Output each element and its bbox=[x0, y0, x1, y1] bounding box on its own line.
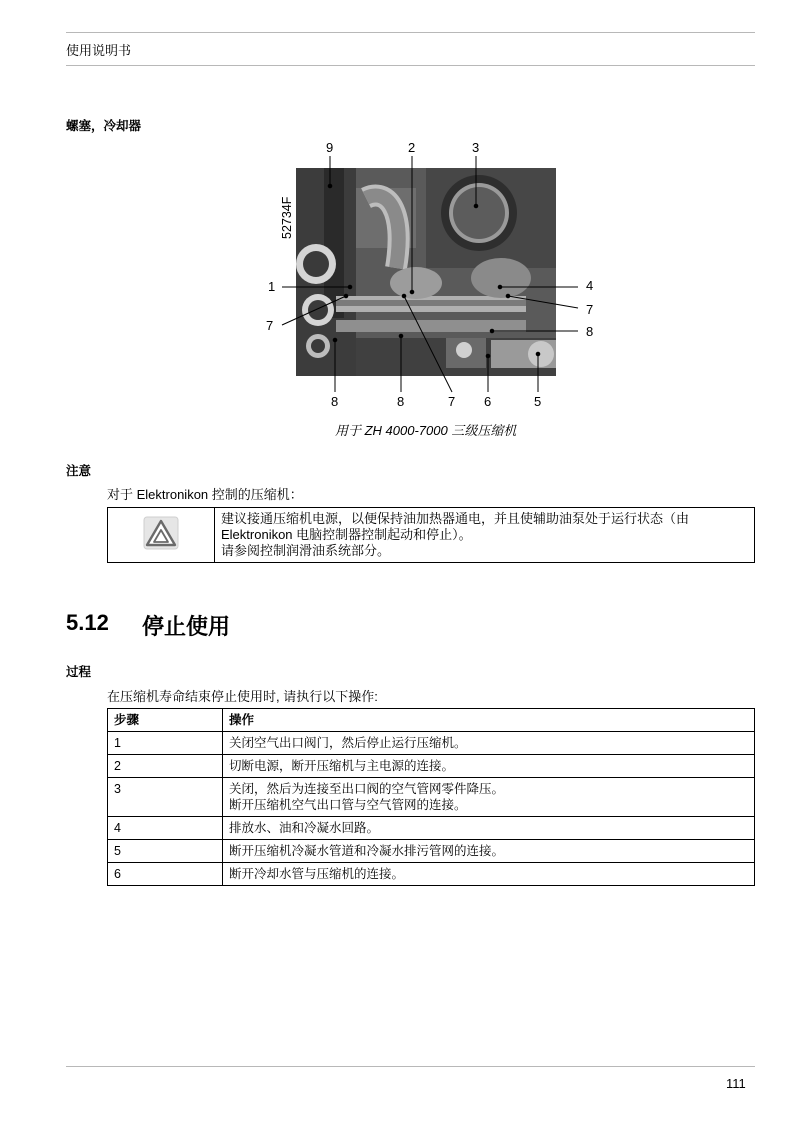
note-heading: 注意 bbox=[66, 464, 92, 478]
image-code: 52734F bbox=[280, 196, 294, 239]
callout-2: 2 bbox=[408, 140, 416, 155]
callout-7-bottom: 7 bbox=[448, 394, 456, 409]
callout-5: 5 bbox=[534, 394, 542, 409]
step-action bbox=[223, 817, 755, 840]
note-intro: 对于 Elektronikon 控制的压缩机： bbox=[107, 487, 303, 502]
step-number: 2 bbox=[108, 755, 223, 778]
step-action bbox=[223, 778, 755, 817]
warning-triangle-icon bbox=[143, 516, 179, 550]
table-row bbox=[108, 817, 755, 840]
note-table bbox=[107, 507, 755, 563]
note-line-3: 请参阅控制润滑油系统部分。 bbox=[221, 543, 391, 558]
step-action bbox=[223, 732, 755, 755]
steps-table bbox=[107, 708, 755, 886]
step-action-line: 关闭，然后为连接至出口阀的空气管网零件降压。 bbox=[229, 782, 505, 796]
column-header-step: 步骤 bbox=[108, 709, 223, 732]
section-heading-cooler: 螺塞，冷却器 bbox=[66, 119, 142, 133]
callout-8-bottom-a: 8 bbox=[331, 394, 339, 409]
callout-8-right: 8 bbox=[586, 324, 594, 339]
callout-4: 4 bbox=[586, 278, 594, 293]
manual-title: 使用说明书 bbox=[66, 43, 132, 58]
step-number: 5 bbox=[108, 840, 223, 863]
table-row bbox=[108, 778, 755, 817]
table-row bbox=[108, 840, 755, 863]
callout-3: 3 bbox=[472, 140, 480, 155]
callout-9: 9 bbox=[326, 140, 334, 155]
figure-caption: 用于 ZH 4000-7000 三级压缩机 bbox=[335, 423, 517, 438]
note-line-2: Elektronikon 电脑控制器控制起动和停止）。 bbox=[221, 527, 472, 542]
steps-header-row bbox=[108, 709, 755, 732]
callout-7-right: 7 bbox=[586, 302, 594, 317]
step-number: 1 bbox=[108, 732, 223, 755]
chapter-title: 停止使用 bbox=[142, 614, 231, 639]
step-number: 4 bbox=[108, 817, 223, 840]
step-number: 3 bbox=[108, 778, 223, 817]
callout-1: 1 bbox=[268, 279, 276, 294]
step-action bbox=[223, 840, 755, 863]
note-row bbox=[108, 508, 755, 563]
note-line-1: 建议接通压缩机电源，以便保持油加热器通电，并且使辅助油泵处于运行状态（由 bbox=[221, 511, 690, 526]
footer-rule bbox=[66, 1066, 755, 1067]
procedure-intro: 在压缩机寿命结束停止使用时, 请执行以下操作: bbox=[107, 689, 378, 704]
step-action-line: 断开压缩机空气出口管与空气管网的连接。 bbox=[229, 798, 467, 812]
note-icon-cell bbox=[108, 508, 215, 563]
note-text-cell bbox=[215, 508, 755, 563]
procedure-heading: 过程 bbox=[66, 665, 92, 679]
column-header-action: 操作 bbox=[223, 709, 755, 732]
step-action bbox=[223, 863, 755, 886]
step-number: 6 bbox=[108, 863, 223, 886]
table-row bbox=[108, 863, 755, 886]
leader-lines bbox=[0, 0, 800, 450]
step-action-line: 排放水、油和冷凝水回路。 bbox=[229, 821, 380, 835]
step-action-line: 断开冷却水管与压缩机的连接。 bbox=[229, 867, 405, 881]
callout-6: 6 bbox=[484, 394, 492, 409]
table-row bbox=[108, 732, 755, 755]
callout-7-left: 7 bbox=[266, 318, 274, 333]
step-action-line: 切断电源，断开压缩机与主电源的连接。 bbox=[229, 759, 455, 773]
step-action-line: 断开压缩机冷凝水管道和冷凝水排污管网的连接。 bbox=[229, 844, 505, 858]
page-number: 111 bbox=[726, 1076, 746, 1091]
step-action-line: 关闭空气出口阀门，然后停止运行压缩机。 bbox=[229, 736, 467, 750]
step-action bbox=[223, 755, 755, 778]
chapter-number: 5.12 bbox=[66, 610, 109, 635]
callout-8-bottom-b: 8 bbox=[397, 394, 405, 409]
table-row bbox=[108, 755, 755, 778]
